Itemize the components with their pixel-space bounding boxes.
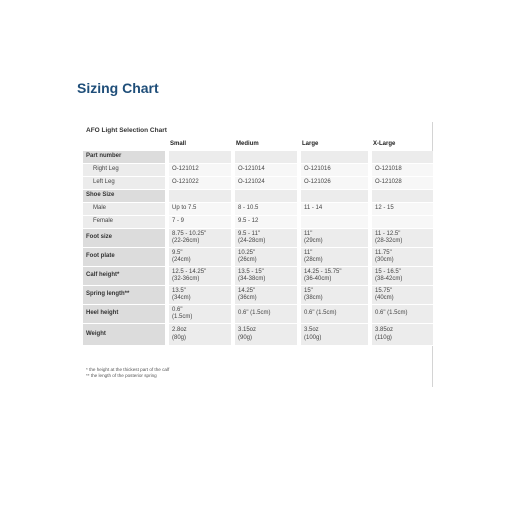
cell-line: (40cm): [375, 295, 394, 301]
table-cell: [233, 324, 299, 346]
chart-title: AFO Light Selection Chart: [86, 127, 167, 134]
table-cell: 9.5 - 12: [233, 216, 299, 229]
column-header: [83, 139, 167, 151]
table-row: [83, 177, 433, 190]
cell-line: (29cm): [304, 238, 323, 244]
table-cell: [299, 267, 370, 286]
table-cell: 0.6" (1.5cm): [370, 305, 433, 324]
table-cell: [233, 267, 299, 286]
row-label: Male: [83, 203, 167, 216]
table-cell: 7 - 9: [167, 216, 233, 229]
table-cell: 0.6" (1.5cm): [233, 305, 299, 324]
table-row: [83, 216, 433, 229]
cell-line: (38cm): [304, 295, 323, 301]
table-cell: [370, 216, 433, 229]
cell-line: 3.85oz: [375, 327, 394, 334]
cell-line: 0.6": [172, 306, 183, 313]
table-cell: O-121014: [233, 164, 299, 177]
table-cell: [370, 151, 433, 164]
table-cell: [167, 151, 233, 164]
row-label: Spring length**: [83, 286, 167, 305]
table-cell: [370, 229, 433, 248]
row-label: Left Leg: [83, 177, 167, 190]
table-cell: O-121012: [167, 164, 233, 177]
table-cell: [233, 286, 299, 305]
row-label: Part number: [83, 151, 167, 164]
page-title: Sizing Chart: [77, 80, 159, 96]
table-cell: [233, 151, 299, 164]
cell-line: 13.5": [172, 287, 186, 294]
cell-line: (24-28cm): [238, 238, 266, 244]
table-cell: [299, 151, 370, 164]
cell-line: (30cm): [375, 257, 394, 263]
footnote: * the height at the thickest part of the calf: [86, 367, 170, 372]
table-cell: [233, 190, 299, 203]
table-cell: O-121016: [299, 164, 370, 177]
table-cell: [299, 190, 370, 203]
table-cell: [167, 305, 233, 324]
row-label: Heel height: [83, 305, 167, 324]
cell-line: 9.5 - 11": [238, 230, 261, 237]
table-body: [83, 151, 433, 346]
table-cell: [167, 267, 233, 286]
table-cell: [370, 267, 433, 286]
table-cell: [233, 248, 299, 267]
row-label: Weight: [83, 324, 167, 346]
cell-line: 11 - 12.5": [375, 230, 401, 237]
table-cell: [299, 324, 370, 346]
cell-line: 15": [304, 287, 313, 294]
table-cell: [370, 190, 433, 203]
footnote: ** the length of the posterior spring: [86, 373, 157, 378]
table-row: [83, 229, 433, 248]
cell-line: 9.5": [172, 249, 183, 256]
cell-line: 13.5 - 15": [238, 268, 264, 275]
cell-line: (24cm): [172, 257, 191, 263]
table-cell: Up to 7.5: [167, 203, 233, 216]
table-cell: [299, 229, 370, 248]
cell-line: (28cm): [304, 257, 323, 263]
table-cell: [167, 190, 233, 203]
cell-line: 15.75": [375, 287, 393, 294]
cell-line: 11.75": [375, 249, 392, 256]
row-label: Foot plate: [83, 248, 167, 267]
cell-line: 2.8oz: [172, 327, 187, 334]
cell-line: (22-26cm): [172, 238, 200, 244]
sizing-chart-card: [80, 122, 433, 387]
cell-line: 12.5 - 14.25": [172, 268, 207, 275]
table-cell: [167, 324, 233, 346]
table-row: [83, 324, 433, 346]
table-cell: 8 - 10.5: [233, 203, 299, 216]
table-cell: [299, 286, 370, 305]
cell-line: 11": [304, 230, 313, 237]
cell-line: 8.75 - 10.25": [172, 230, 207, 237]
cell-line: (34cm): [172, 295, 191, 301]
column-header: X-Large: [373, 141, 396, 148]
column-header: Small: [170, 141, 187, 148]
cell-line: (26cm): [238, 257, 257, 263]
table-cell: [370, 248, 433, 267]
table-cell: [167, 248, 233, 267]
cell-line: (34-38cm): [238, 276, 266, 282]
table-row: [83, 248, 433, 267]
cell-line: (80g): [172, 334, 187, 341]
cell-line: 10.25": [238, 249, 256, 256]
table-cell: [370, 324, 433, 346]
column-header: Medium: [236, 141, 259, 148]
table-row: [83, 164, 433, 177]
cell-line: 3.15oz: [238, 327, 257, 334]
footnotes: [86, 367, 169, 379]
cell-line: (100g): [304, 334, 322, 341]
table-cell: O-121022: [167, 177, 233, 190]
table-cell: O-121028: [370, 177, 433, 190]
table-cell: 11 - 14: [299, 203, 370, 216]
table-row: [83, 190, 433, 203]
table-row: [83, 286, 433, 305]
table-cell: 0.6" (1.5cm): [299, 305, 370, 324]
cell-line: (90g): [238, 334, 253, 341]
cell-line: (36cm): [238, 295, 257, 301]
table-row: [83, 203, 433, 216]
cell-line: (38-42cm): [375, 276, 403, 282]
table-row: [83, 267, 433, 286]
table-cell: [167, 286, 233, 305]
table-cell: [299, 248, 370, 267]
cell-line: 11": [304, 249, 313, 256]
table-cell: O-121024: [233, 177, 299, 190]
table-cell: O-121026: [299, 177, 370, 190]
row-label: Female: [83, 216, 167, 229]
table-cell: O-121018: [370, 164, 433, 177]
cell-line: (1.5cm): [172, 314, 193, 320]
cell-line: 14.25 - 15.75": [304, 268, 342, 275]
table-cell: [167, 229, 233, 248]
sizing-table: [83, 139, 433, 346]
row-label: Foot size: [83, 229, 167, 248]
cell-line: (32-36cm): [172, 276, 200, 282]
row-label: Calf height*: [83, 267, 167, 286]
row-label: Shoe Size: [83, 190, 167, 203]
table-cell: [233, 229, 299, 248]
cell-line: 14.25": [238, 287, 256, 294]
cell-line: (110g): [375, 334, 392, 341]
row-label: Right Leg: [83, 164, 167, 177]
cell-line: (28-32cm): [375, 238, 403, 244]
table-cell: [370, 286, 433, 305]
table-row: [83, 151, 433, 164]
table-row: [83, 305, 433, 324]
cell-line: 3.5oz: [304, 327, 319, 334]
table-header-row: [83, 139, 433, 151]
cell-line: 15 - 16.5": [375, 268, 401, 275]
table-cell: [299, 216, 370, 229]
cell-line: (36-40cm): [304, 276, 332, 282]
table-cell: 12 - 15: [370, 203, 433, 216]
column-header: Large: [302, 141, 319, 148]
